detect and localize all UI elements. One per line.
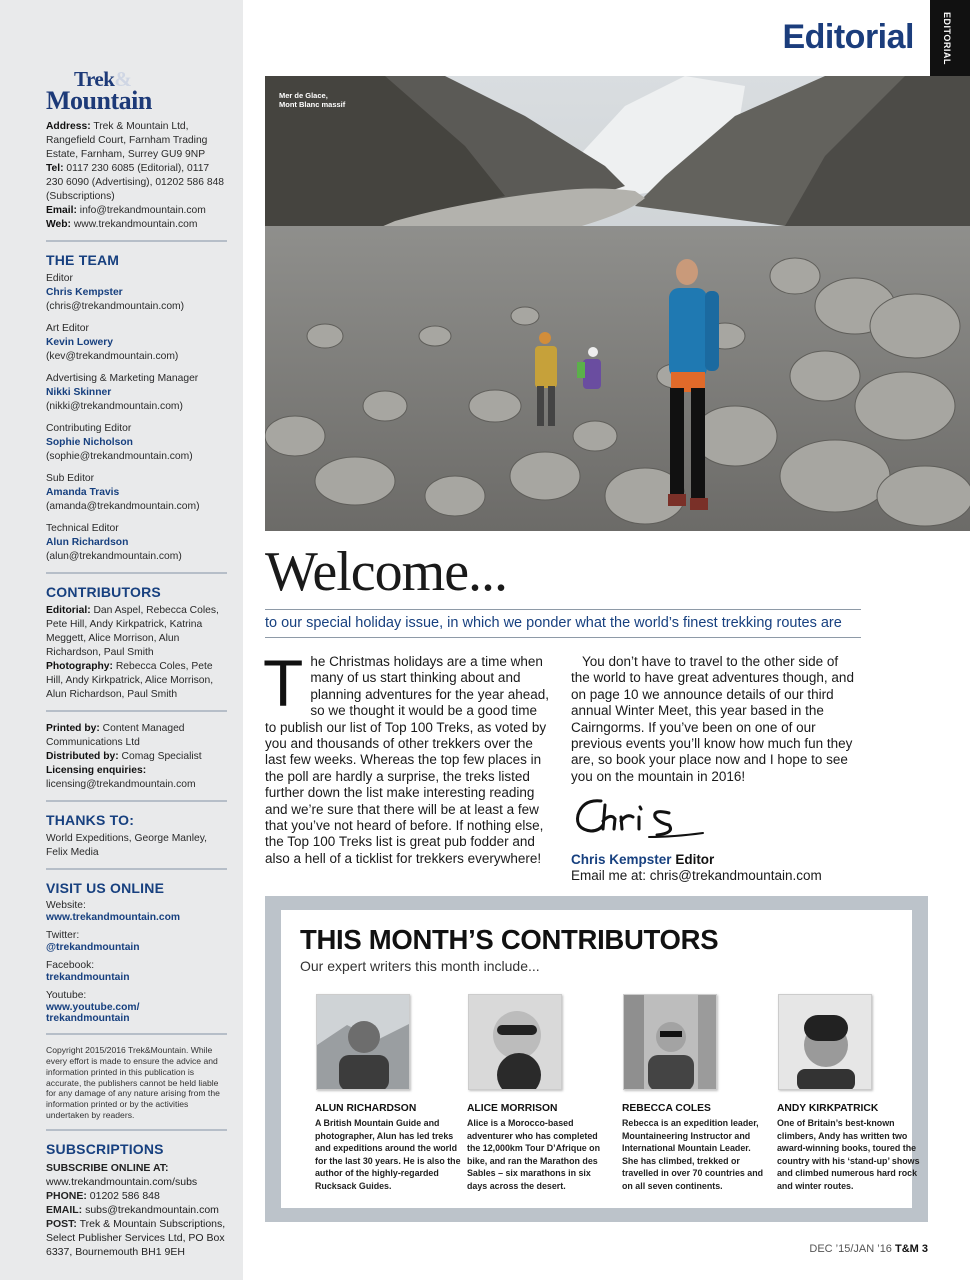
contributor-name: ALUN RICHARDSON xyxy=(315,1103,417,1114)
contributor-card xyxy=(622,994,768,1192)
hero-photo xyxy=(265,76,970,531)
distributed-text: Comag Specialist xyxy=(121,751,202,763)
editor-role: Editor xyxy=(675,851,715,867)
contributors-title: THIS MONTH’S CONTRIBUTORS xyxy=(300,924,719,955)
post-address: Trek & Mountain Subscriptions, Select Publisher Services Ltd, PO Box 6337, Bournemouth BH1 9EH xyxy=(46,1218,226,1259)
team-heading: THE TEAM xyxy=(46,252,120,269)
licensing-label: Licensing enquiries: xyxy=(46,765,147,777)
divider xyxy=(46,240,227,242)
section-tab-label: EDITORIAL xyxy=(942,12,952,65)
subscribe-online-label: SUBSCRIBE ONLINE AT: xyxy=(46,1162,169,1175)
contributor-card xyxy=(777,994,923,1192)
contributor-name: ANDY KIRKPATRICK xyxy=(777,1103,879,1114)
team-role: Art Editor xyxy=(46,323,89,335)
twitter-label: Twitter: xyxy=(46,930,80,942)
facebook-label: Facebook: xyxy=(46,960,95,972)
contributor-bio: One of Britain’s best-known climbers, Andy has written two award-winning books, toured the country with his ‘stand-up’ shows and climbed numerous hard rock and winter routes. xyxy=(777,1118,920,1191)
web-label: Web: xyxy=(46,219,71,231)
contributor-card xyxy=(467,994,613,1192)
contributor-card xyxy=(315,994,461,1192)
editorial-text-1: he Christmas holidays are a time when many of us start thinking about and planning adventures for the year ahead, so we thought it would be a good time to publish our list of Top 100 Treks, as voted by you and thousands of other trekkers over the last few weeks. Whereas the top few places in the poll are hardly a surprise, the treks listed further down the list make interesting reading and we’re sure that there will be at least a few that you’ve not heard of before. If nothing else, the Top 100 Treks list is great pub fodder and also a hell of a ticklist for trekkers everywhere! xyxy=(265,654,549,866)
team-member xyxy=(46,422,227,464)
subscribe-link[interactable]: www.trekandmountain.com/subs xyxy=(46,1176,198,1189)
team-name: Chris Kempster xyxy=(46,287,123,299)
drop-cap: T xyxy=(263,646,304,720)
section-title: Editorial xyxy=(782,18,914,56)
team-email[interactable]: (alun@trekandmountain.com) xyxy=(46,551,182,563)
subs-email-link[interactable]: subs@trekandmountain.com xyxy=(85,1204,219,1217)
team-member xyxy=(46,372,227,414)
team-email[interactable]: (sophie@trekandmountain.com) xyxy=(46,451,193,463)
website-label: Website: xyxy=(46,900,86,912)
trek-mountain-logo[interactable] xyxy=(46,67,227,115)
distributed-label: Distributed by: xyxy=(46,751,119,763)
caption-line1: Mer de Glace, xyxy=(279,91,328,100)
printed-label: Printed by: xyxy=(46,723,100,735)
printed-text: Content Managed Communications Ltd xyxy=(46,723,185,749)
divider xyxy=(46,710,227,712)
thanks-text: World Expeditions, George Manley, Felix Media xyxy=(46,833,208,859)
tel-text: 0117 230 6085 (Editorial), 0117 230 6090 (Advertising), 01202 586 848 (Subscriptions) xyxy=(46,163,225,203)
website-link[interactable]: www.trekandmountain.com xyxy=(46,911,181,923)
contributors-panel xyxy=(281,910,920,1208)
editorial-label: Editorial: xyxy=(46,605,91,617)
editorial-names: Dan Aspel, Rebecca Coles, Pete Hill, Andy Kirkpatrick, Katrina Meggett, Alice Morrison, Alun Richardson, Paul Smith xyxy=(46,605,219,659)
contributor-photo xyxy=(623,994,717,1090)
team-role: Editor xyxy=(46,273,73,285)
printing-info xyxy=(46,722,227,792)
team-email[interactable]: (amanda@trekandmountain.com) xyxy=(46,501,200,513)
contributor-bio: Alice is a Morocco-based adventurer who has completed the 12,000km Tour D’Afrique on bike, and ran the Marathon des Sables – six marathons in six days across the desert. xyxy=(467,1118,600,1191)
logo-line1: Trek xyxy=(74,67,115,91)
address-label: Address: xyxy=(46,121,91,133)
divider xyxy=(46,572,227,574)
contributor-name: REBECCA COLES xyxy=(622,1103,711,1114)
team-role: Contributing Editor xyxy=(46,423,132,435)
address-text: Trek & Mountain Ltd, Rangefield Court, Farnham Trading Estate, Farnham, Surrey GU9 9NP xyxy=(46,121,208,161)
online-heading: VISIT US ONLINE xyxy=(46,880,165,897)
divider xyxy=(46,1033,227,1035)
youtube-link[interactable]: www.youtube.com/ trekandmountain xyxy=(46,1001,140,1025)
contributor-bio: Rebecca is an expedition leader, Mountaineering Instructor and International Mountain Leader. She has climbed, trekked or travelled in over 70 countries and on all seven continents. xyxy=(622,1118,764,1191)
phone-text: 01202 586 848 xyxy=(89,1190,160,1203)
contributors-heading: CONTRIBUTORS xyxy=(46,584,161,601)
editorial-column-1 xyxy=(263,646,549,867)
logo-amp: & xyxy=(114,67,132,91)
address-block xyxy=(46,120,227,232)
sidebar xyxy=(0,0,243,1280)
editorial-text-2: You don’t have to travel to the other side of the world to have great adventures though, and on page 10 we announce details of our third annual Winter Meet, this year based in the Cairngorms. If you’ve been on one of our previous events you’ll know how much fun they are, so book your place now and I hope to see you on the mountain in 2016! xyxy=(571,654,854,784)
contributor-photo xyxy=(468,994,562,1090)
team-member xyxy=(46,272,227,314)
phone-label: PHONE: xyxy=(46,1190,87,1203)
team-email[interactable]: (kev@trekandmountain.com) xyxy=(46,351,179,363)
team-name: Kevin Lowery xyxy=(46,337,113,349)
signature-icon xyxy=(573,795,857,847)
photo-caption xyxy=(279,91,369,109)
email-label: Email: xyxy=(46,205,77,217)
team-name: Nikki Skinner xyxy=(46,387,112,399)
divider xyxy=(265,637,861,638)
contributor-photo xyxy=(316,994,410,1090)
email-link[interactable]: info@trekandmountain.com xyxy=(79,205,206,217)
contributors-list xyxy=(46,604,227,702)
team-name: Sophie Nicholson xyxy=(46,437,133,449)
team-list xyxy=(46,272,227,564)
team-name: Alun Richardson xyxy=(46,537,129,549)
divider xyxy=(46,868,227,870)
licensing-email[interactable]: licensing@trekandmountain.com xyxy=(46,779,196,791)
welcome-subtitle: to our special holiday issue, in which we ponder what the world’s finest trekking routes are xyxy=(265,615,842,631)
subs-email-label: EMAIL: xyxy=(46,1204,83,1217)
team-member xyxy=(46,522,227,564)
photography-names: Rebecca Coles, Pete Hill, Andy Kirkpatrick, Alice Morrison, Alun Richardson, Paul Smith xyxy=(46,661,214,701)
signature-block xyxy=(571,852,857,868)
team-email[interactable]: (chris@trekandmountain.com) xyxy=(46,301,185,313)
subscriptions-info xyxy=(46,1161,227,1259)
team-name: Amanda Travis xyxy=(46,487,120,499)
photography-label: Photography: xyxy=(46,661,113,673)
team-member xyxy=(46,472,227,514)
divider xyxy=(46,1129,227,1131)
team-role: Technical Editor xyxy=(46,523,119,535)
editor-name: Chris Kempster xyxy=(571,851,672,867)
tel-label: Tel: xyxy=(46,163,64,175)
online-links xyxy=(46,900,227,1025)
thanks-heading: THANKS TO: xyxy=(46,812,135,829)
glacier-scene-illustration xyxy=(265,76,970,531)
team-member xyxy=(46,322,227,364)
editorial-column-2 xyxy=(571,654,857,884)
contributor-photo xyxy=(778,994,872,1090)
contributors-subtitle: Our expert writers this month include... xyxy=(300,958,540,974)
divider xyxy=(46,800,227,802)
divider xyxy=(265,609,861,610)
subscriptions-heading: SUBSCRIPTIONS xyxy=(46,1141,164,1158)
editor-email[interactable]: Email me at: chris@trekandmountain.com xyxy=(571,868,822,884)
team-role: Sub Editor xyxy=(46,473,95,485)
issue-date: DEC ’15/JAN ’16 xyxy=(809,1243,892,1255)
youtube-label: Youtube: xyxy=(46,990,87,1002)
contributor-name: ALICE MORRISON xyxy=(467,1103,558,1114)
contributor-bio: A British Mountain Guide and photographer, Alun has led treks and expeditions around the world for the last 30 years. He is also the author of the highly-regarded Rucksack Guides. xyxy=(315,1118,461,1191)
section-tab xyxy=(930,0,970,76)
caption-line2: Mont Blanc massif xyxy=(279,100,346,109)
welcome-heading: Welcome... xyxy=(265,541,508,603)
logo-line2: Mountain xyxy=(46,85,152,115)
team-role: Advertising & Marketing Manager xyxy=(46,373,199,385)
team-email[interactable]: (nikki@trekandmountain.com) xyxy=(46,401,183,413)
facebook-link[interactable]: trekandmountain xyxy=(46,971,130,983)
twitter-link[interactable]: @trekandmountain xyxy=(46,941,140,953)
contributors-box xyxy=(265,896,928,1222)
post-label: POST: xyxy=(46,1218,77,1231)
page-number: T&M 3 xyxy=(895,1243,928,1255)
copyright-notice: Copyright 2015/2016 Trek&Mountain. While every effort is made to ensure the advice and information printed in this publication is accurate, the publishers cannot be held liable for any damage of any nature arising from the information printed or by the activities undertaken by readers. xyxy=(46,1044,220,1121)
page-footer xyxy=(809,1243,928,1255)
web-link[interactable]: www.trekandmountain.com xyxy=(73,219,198,231)
